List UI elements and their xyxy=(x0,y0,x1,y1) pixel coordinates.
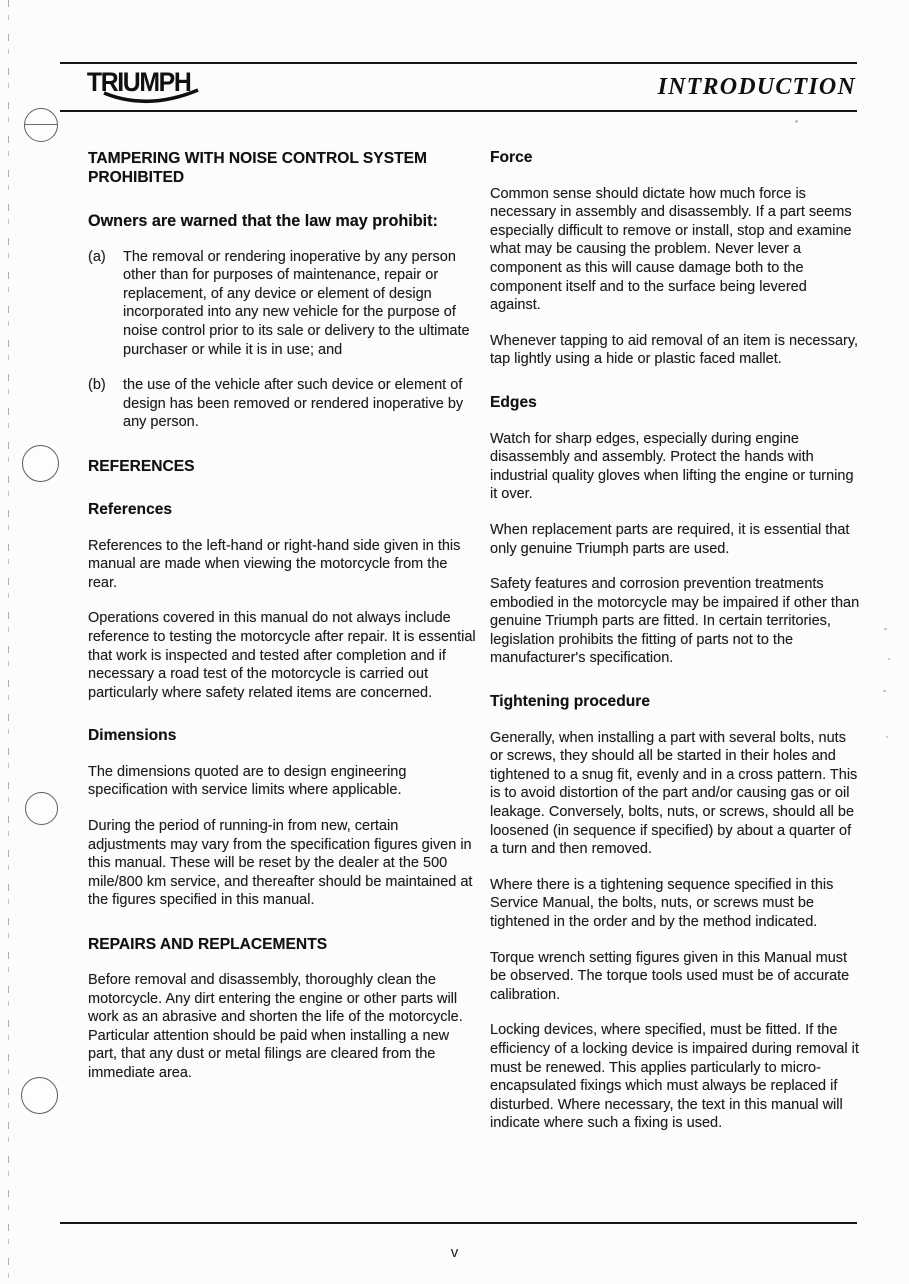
paragraph: Watch for sharp edges, especially during engine disassembly and assembly. Protect the hands with industrial quality gloves when lifting the engine or turning it over. xyxy=(490,430,854,503)
list-item-label: (b) xyxy=(88,377,106,394)
triumph-logo xyxy=(86,64,256,115)
list-item-label: (a) xyxy=(88,248,106,265)
page-number: v xyxy=(450,1244,459,1261)
punch-hole xyxy=(25,792,58,825)
paragraph: During the period of running-in from new, certain adjustments may vary from the specification figures given in this manual. These will be reset by the dealer at the 500 mile/800 km service, and thereafter should be maintained at the figures specified in this manual. xyxy=(88,818,473,909)
scan-speckle xyxy=(886,736,888,738)
subsection-heading-force: Force xyxy=(490,149,533,166)
paragraph: When replacement parts are required, it is essential that only genuine Triumph parts are used. xyxy=(490,521,850,557)
subheading-owners-warned: Owners are warned that the law may prohibit: xyxy=(88,212,438,230)
paragraph: References to the left-hand or right-hand side given in this manual are made when viewing the motorcycle from the rear. xyxy=(88,537,461,591)
punch-hole xyxy=(22,445,59,482)
scan-speckle xyxy=(884,628,887,630)
paragraph: Locking devices, where specified, must be fitted. If the efficiency of a locking device is impaired during removal it must be renewed. This applies particularly to micro-encapsulated fixings which must always be replaced if disturbed. Where necessary, the text in this manual will indicate where such a fixing is used. xyxy=(490,1022,859,1132)
triumph-logo-graphic xyxy=(86,64,256,110)
triumph-logo-text: TRIUMPH xyxy=(86,68,191,98)
page-title: INTRODUCTION xyxy=(657,74,856,100)
paragraph: The dimensions quoted are to design engineering specification with service limits where applicable. xyxy=(88,763,407,799)
paragraph: Before removal and disassembly, thoroughly clean the motorcycle. Any dirt entering the engine or other parts will work as an abrasive and shorten the life of the motorcycle. Particular attention should be paid when installing a new part, that any dust or metal filings are cleared from the immediate area. xyxy=(88,972,463,1081)
paragraph: Safety features and corrosion prevention treatments embodied in the motorcycle may be impaired if other than genuine Triumph parts are fitted. In certain territories, legislation prohibits the fitting of parts not to the manufacturer's specification. xyxy=(490,576,860,667)
page-body xyxy=(88,149,860,1150)
subsection-heading-references: References xyxy=(88,500,173,518)
header-rule-bottom xyxy=(60,110,857,112)
footer-rule xyxy=(60,1222,857,1224)
paragraph: Whenever tapping to aid removal of an item is necessary, tap lightly using a hide or plastic faced mallet. xyxy=(490,332,859,368)
scan-edge-artifact xyxy=(8,0,9,1284)
paragraph: Generally, when installing a part with several bolts, nuts or screws, they should all be started in their holes and tightened to a snug fit, evenly and in a cross pattern. This is to avoid distortion of the part and/or causing gas or oil leakage. Conversely, bolts, nuts, or screws, should all be loosened (in sequence if specified) by about a quarter of a turn and then removed. xyxy=(490,729,858,858)
scan-speckle xyxy=(888,658,890,660)
subsection-heading-dimensions: Dimensions xyxy=(88,727,177,745)
punch-hole xyxy=(21,1077,58,1114)
punch-hole-line xyxy=(24,124,58,125)
left-column xyxy=(88,149,476,1150)
subsection-heading-tightening: Tightening procedure xyxy=(490,693,650,711)
scan-speckle xyxy=(883,690,886,692)
paragraph: Torque wrench setting figures given in this Manual must be observed. The torque tools used must be of accurate calibration. xyxy=(490,949,850,1003)
scan-speckle xyxy=(795,120,798,123)
subsection-heading-edges: Edges xyxy=(490,393,537,411)
list-item-text: the use of the vehicle after such device or element of design has been removed or rendered inoperative by any person. xyxy=(123,377,464,431)
list-item-a xyxy=(88,248,476,360)
list-item-b xyxy=(88,376,476,432)
punch-hole xyxy=(24,108,58,142)
section-heading-tampering: TAMPERING WITH NOISE CONTROL SYSTEM PROHIBITED xyxy=(88,150,428,186)
section-heading-references: REFERENCES xyxy=(88,457,195,475)
paragraph: Common sense should dictate how much force is necessary in assembly and disassembly. If a part seems especially difficult to remove or install, stop and examine what may be causing the problem. Never lever a component as this will cause damage both to the component itself and to the surface being levered against. xyxy=(490,185,852,314)
list-item-text: The removal or rendering inoperative by any person other than for purposes of maintenance, repair or replacement, of any device or element of design incorporated into any new vehicle for the purpose of noise control prior to its sale or delivery to the ultimate purchaser or while it is in use; and xyxy=(123,248,470,358)
paragraph: Where there is a tightening sequence specified in this Service Manual, the bolts, nuts, or screws must be tightened in the order and by the method indicated. xyxy=(490,876,834,930)
section-heading-repairs: REPAIRS AND REPLACEMENTS xyxy=(88,936,328,954)
paragraph: Operations covered in this manual do not always include reference to testing the motorcycle after repair. It is essential that work is inspected and tested after completion and if necessary a road test of the motorcycle is carried out particularly where safety related items are concerned. xyxy=(88,610,476,701)
right-column xyxy=(490,149,860,1150)
